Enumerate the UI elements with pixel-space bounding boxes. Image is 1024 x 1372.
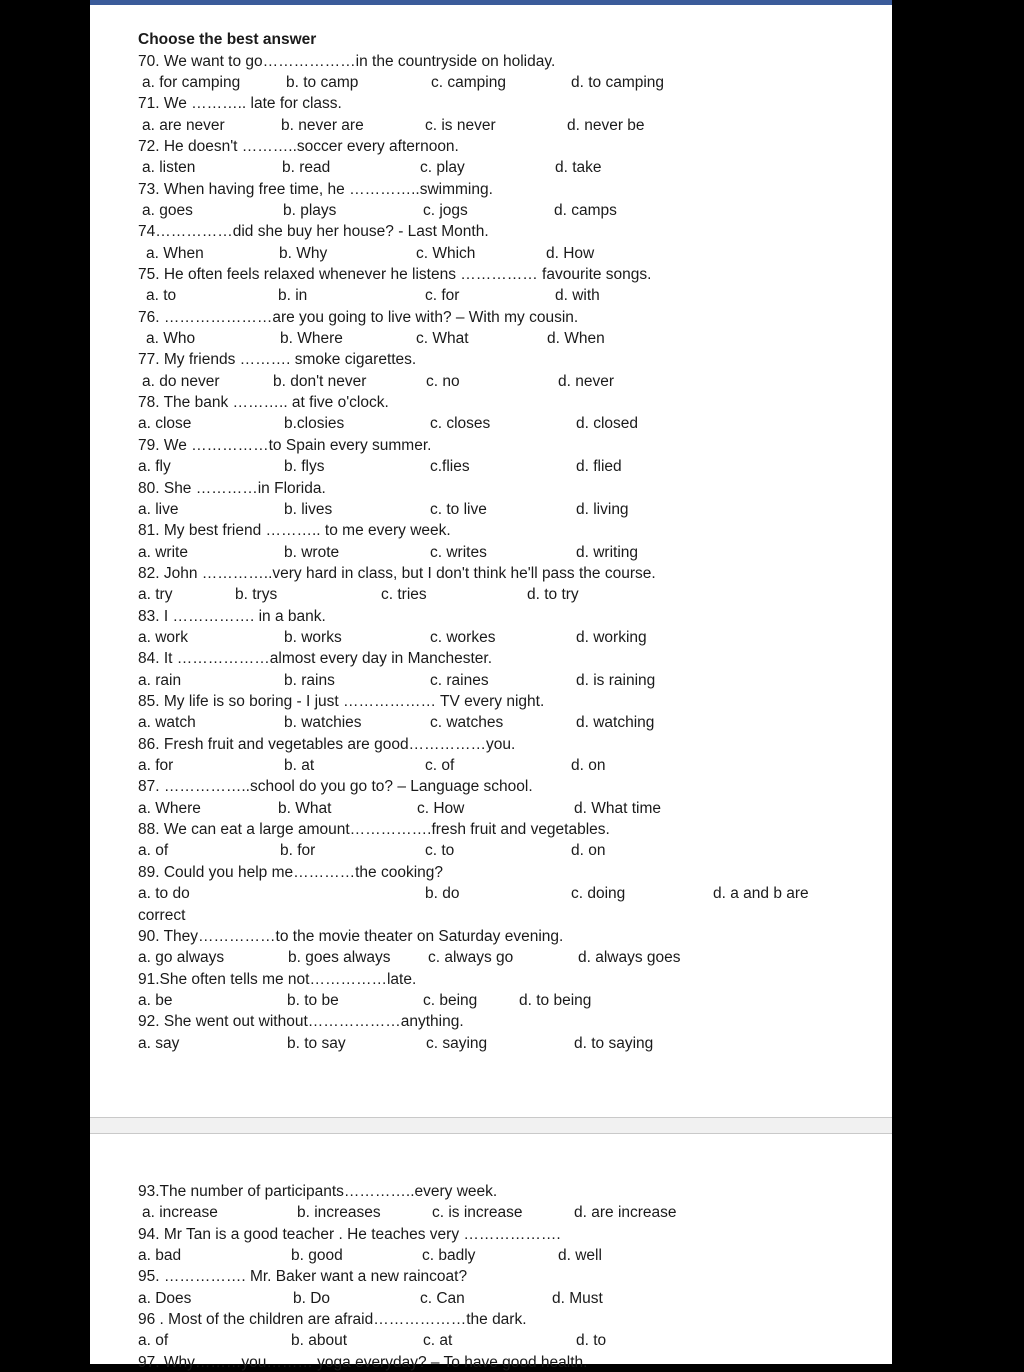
answer-option: d. to try bbox=[527, 586, 579, 604]
answer-option: d. camps bbox=[554, 201, 617, 219]
answer-option: a. for bbox=[138, 757, 174, 775]
answer-option: b. good bbox=[291, 1247, 343, 1265]
answer-option: a. write bbox=[138, 543, 188, 561]
answer-option: d. working bbox=[576, 628, 647, 646]
page-top-bar bbox=[90, 0, 892, 5]
answer-option: a. Where bbox=[138, 799, 201, 817]
question-text: 94. Mr Tan is a good teacher . He teaches very ………………. bbox=[138, 1225, 561, 1243]
question-text: 80. She …………in Florida. bbox=[138, 479, 326, 497]
answer-option: c. at bbox=[423, 1332, 453, 1350]
answer-option: d. to saying bbox=[574, 1034, 654, 1052]
question-text: 90. They……………to the movie theater on Saturday evening. bbox=[138, 927, 564, 945]
answer-option: b. flys bbox=[284, 458, 325, 476]
answer-option: a. Who bbox=[146, 330, 196, 348]
answer-option: c. Can bbox=[420, 1289, 465, 1307]
answer-option: d. What time bbox=[574, 799, 661, 817]
answer-option: b. Where bbox=[280, 330, 343, 348]
answer-option: a. Does bbox=[138, 1289, 192, 1307]
question-text: 92. She went out without………………anything. bbox=[138, 1013, 464, 1031]
answer-option: d. When bbox=[547, 330, 605, 348]
question-text: 93.The number of participants…………..every week. bbox=[138, 1183, 498, 1200]
answer-option: c. no bbox=[426, 372, 460, 390]
question-text: 86. Fresh fruit and vegetables are good……………you. bbox=[138, 735, 516, 753]
question-text: 91.She often tells me not……………late. bbox=[138, 970, 417, 988]
answer-option: b. never are bbox=[281, 116, 364, 134]
answer-option: d. Must bbox=[552, 1289, 603, 1307]
answer-option: d. on bbox=[571, 842, 606, 860]
answer-option: b. Do bbox=[293, 1289, 331, 1307]
answer-option: b. wrote bbox=[284, 543, 340, 561]
question-text: 88. We can eat a large amount…………….fresh fruit and vegetables. bbox=[138, 821, 610, 839]
answer-option: d. to camping bbox=[571, 73, 665, 91]
answer-option: c. raines bbox=[430, 671, 489, 689]
question-text: 77. My friends ………. smoke cigarettes. bbox=[138, 351, 417, 369]
answer-option: c.flies bbox=[430, 458, 470, 476]
question-text: 70. We want to go………………in the countryside on holiday. bbox=[138, 52, 556, 70]
answer-option: c. What bbox=[416, 330, 469, 348]
answer-option: a. work bbox=[138, 628, 188, 646]
answer-option: b. for bbox=[280, 842, 316, 860]
answer-option: a. be bbox=[138, 991, 173, 1009]
question-text: correct bbox=[138, 906, 186, 924]
answer-option: d. closed bbox=[576, 415, 639, 433]
answer-option: c. saying bbox=[426, 1034, 488, 1052]
page-separator bbox=[90, 1117, 892, 1134]
answer-option: c. for bbox=[425, 287, 460, 305]
answer-option: a. listen bbox=[142, 159, 196, 177]
answer-option: d. never be bbox=[567, 116, 645, 134]
answer-option: d. are increase bbox=[574, 1204, 677, 1222]
document-page-2 bbox=[90, 1134, 892, 1371]
answer-option: a. rain bbox=[138, 671, 182, 689]
answer-option: d. on bbox=[571, 757, 606, 775]
answer-option: a. go always bbox=[138, 949, 225, 967]
answer-option: c. is never bbox=[425, 116, 496, 134]
answer-option: b. goes always bbox=[288, 949, 391, 967]
answer-option: a. When bbox=[146, 244, 204, 262]
question-text: 95. ……………. Mr. Baker want a new raincoat? bbox=[138, 1268, 468, 1286]
answer-option: d. a and b are bbox=[713, 885, 809, 903]
answer-option: d. well bbox=[558, 1247, 602, 1265]
answer-option: b. don't never bbox=[273, 372, 367, 390]
answer-option: b. lives bbox=[284, 500, 333, 518]
answer-option: b. do bbox=[425, 885, 460, 903]
question-text: 97. Why………you……… yoga everyday? – To have good health. bbox=[138, 1353, 588, 1371]
answer-option: c. badly bbox=[422, 1247, 476, 1265]
question-text: 75. He often feels relaxed whenever he listens …………… favourite songs. bbox=[138, 266, 652, 283]
answer-option: c. camping bbox=[431, 73, 506, 91]
document-page-1 bbox=[90, 0, 892, 1117]
answer-option: a. watch bbox=[138, 714, 196, 732]
question-text: 87. ……………..school do you go to? – Language school. bbox=[138, 778, 533, 796]
answer-option: b. at bbox=[284, 757, 315, 775]
answer-option: a. try bbox=[138, 586, 173, 604]
answer-option: c. writes bbox=[430, 543, 487, 561]
answer-option: c. of bbox=[425, 757, 455, 775]
answer-option: b. about bbox=[291, 1332, 348, 1350]
answer-option: a. of bbox=[138, 1332, 169, 1350]
answer-option: b. read bbox=[282, 159, 331, 177]
answer-option: d. watching bbox=[576, 714, 655, 732]
answer-option: b. rains bbox=[284, 671, 335, 689]
answer-option: b. trys bbox=[235, 586, 278, 604]
answer-option: c. watches bbox=[430, 714, 504, 732]
answer-option: d. take bbox=[555, 159, 602, 177]
answer-option: d. with bbox=[555, 287, 600, 305]
answer-option: d. living bbox=[576, 500, 629, 518]
question-text: 83. I ……………. in a bank. bbox=[138, 607, 326, 625]
question-text: 73. When having free time, he …………..swimming. bbox=[138, 180, 493, 198]
question-text: 76. …………………are you going to live with? – With my cousin. bbox=[138, 308, 579, 326]
answer-option: b. watchies bbox=[284, 714, 362, 732]
answer-option: d. never bbox=[558, 372, 615, 390]
answer-option: a. to bbox=[146, 287, 177, 305]
question-text: 82. John …………..very hard in class, but I don't think he'll pass the course. bbox=[138, 564, 656, 582]
answer-option: a. say bbox=[138, 1034, 180, 1052]
answer-option: b. to camp bbox=[286, 73, 359, 91]
answer-option: b. to say bbox=[287, 1034, 346, 1052]
answer-option: b. to be bbox=[287, 991, 339, 1009]
question-text: 89. Could you help me…………the cooking? bbox=[138, 863, 443, 881]
answer-option: c. being bbox=[423, 991, 478, 1009]
answer-option: c. to bbox=[425, 842, 455, 860]
answer-option: b. increases bbox=[297, 1204, 381, 1222]
answer-option: b. What bbox=[278, 799, 332, 817]
question-text: 79. We ……………to Spain every summer. bbox=[138, 436, 432, 454]
answer-option: c. play bbox=[420, 159, 465, 177]
answer-option: b. works bbox=[284, 628, 342, 646]
answer-option: c. doing bbox=[571, 885, 626, 903]
answer-option: c. always go bbox=[428, 949, 514, 967]
answer-option: c. jogs bbox=[423, 201, 468, 219]
answer-option: c. workes bbox=[430, 628, 496, 646]
answer-option: b.closies bbox=[284, 415, 345, 433]
answer-option: d. How bbox=[546, 244, 595, 262]
answer-option: d. flied bbox=[576, 458, 622, 476]
answer-option: a. to do bbox=[138, 885, 190, 903]
answer-option: c. is increase bbox=[432, 1204, 523, 1222]
answer-option: d. writing bbox=[576, 543, 639, 561]
answer-option: c. to live bbox=[430, 500, 487, 518]
question-text: 78. The bank ……….. at five o'clock. bbox=[138, 394, 389, 412]
answer-option: a. goes bbox=[142, 201, 193, 219]
question-text: 96 . Most of the children are afraid………………the dark. bbox=[138, 1311, 527, 1329]
answer-option: a. do never bbox=[142, 372, 220, 390]
answer-option: c. Which bbox=[416, 244, 476, 262]
section-heading: Choose the best answer bbox=[138, 31, 317, 48]
answer-option: a. increase bbox=[142, 1204, 218, 1222]
question-text: 85. My life is so boring - I just ……………… TV every night. bbox=[138, 693, 545, 710]
answer-option: d. is raining bbox=[576, 671, 656, 689]
question-text: 72. He doesn't ………..soccer every afternoon. bbox=[138, 137, 459, 155]
answer-option: d. to being bbox=[519, 991, 592, 1009]
answer-option: c. How bbox=[417, 799, 465, 817]
answer-option: a. close bbox=[138, 415, 192, 433]
answer-option: b. Why bbox=[279, 244, 328, 262]
answer-option: b. in bbox=[278, 287, 308, 305]
question-text: 84. It ………………almost every day in Manchester. bbox=[138, 650, 493, 668]
answer-option: d. to bbox=[576, 1332, 607, 1350]
answer-option: a. of bbox=[138, 842, 169, 860]
answer-option: c. closes bbox=[430, 415, 491, 433]
question-text: 71. We ……….. late for class. bbox=[138, 95, 342, 113]
answer-option: a. bad bbox=[138, 1247, 182, 1265]
answer-option: a. live bbox=[138, 500, 179, 518]
answer-option: a. are never bbox=[142, 116, 225, 134]
answer-option: a. for camping bbox=[142, 73, 241, 91]
answer-option: d. always goes bbox=[578, 949, 681, 967]
question-text: 81. My best friend ……….. to me every week. bbox=[138, 522, 451, 540]
question-text: 74……………did she buy her house? - Last Month. bbox=[138, 223, 489, 241]
answer-option: c. tries bbox=[381, 586, 427, 604]
answer-option: b. plays bbox=[283, 201, 337, 219]
answer-option: a. fly bbox=[138, 458, 171, 476]
